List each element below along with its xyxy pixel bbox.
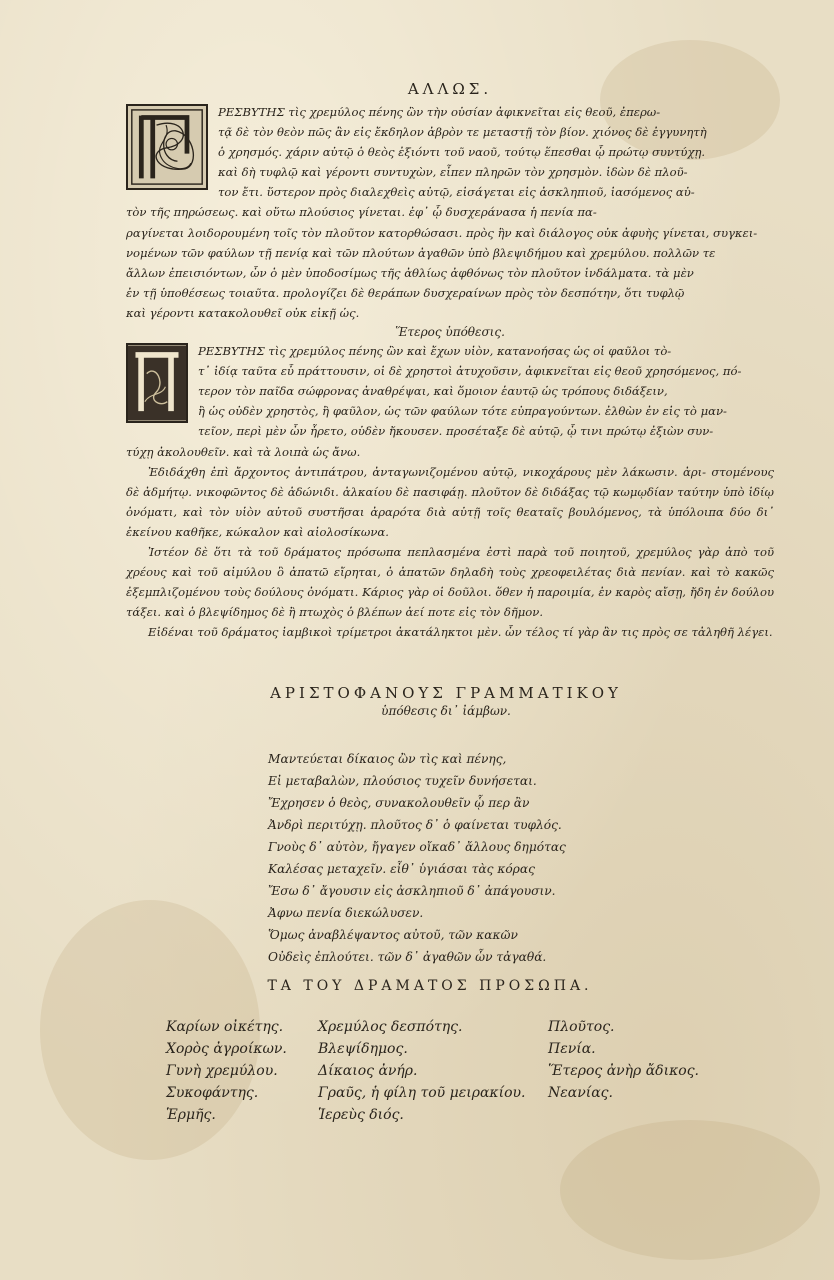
- knotwork-initial-icon: [128, 106, 206, 188]
- poem-line: Γνοὺς δ᾽ αὐτὸν, ἤγαγεν οἴκαδ᾽ ἄλλους δημότας: [268, 840, 566, 854]
- hypothesis-two: [126, 341, 774, 642]
- cast-item: Γυνὴ χρεμύλου.: [166, 1063, 278, 1079]
- cast-item: Καρίων οἰκέτης.: [166, 1019, 284, 1035]
- poem-line: Ἔσω δ᾽ ἄγουσιν εἰς ἀσκληπιοῦ δ᾽ ἀπάγουσιν.: [268, 884, 556, 898]
- paper-stain: [560, 1120, 820, 1260]
- cast-item: Πενία.: [548, 1041, 596, 1057]
- cast-item: Χρεμύλος δεσπότης.: [318, 1019, 463, 1035]
- cast-item: Συκοφάντης.: [166, 1085, 259, 1101]
- hyp1-line: τον ἔτι. ὕστερον πρὸς διαλεχθεὶς αὐτῷ, εἰσάγεται εἰς ἀσκληπιοῦ, ἰασόμενος αὐ-: [218, 185, 695, 200]
- meter-paragraph: Εἰδέναι τοῦ δράματος ἰαμβικοὶ τρίμετροι ἀκατάληκτοι μὲν. ὧν τέλος τί γὰρ ἂν τις πρὸς σε τἀληθῆ λέγει.: [148, 625, 773, 640]
- cast-item: Γραῦς, ἡ φίλη τοῦ μειρακίου.: [318, 1085, 526, 1101]
- cast-column-2: [318, 1016, 525, 1126]
- cast-item: Ἱερεὺς διός.: [318, 1107, 404, 1123]
- hyp1-line: ἄλλων ἐπεισιόντων, ὧν ὁ μὲν ὑποδοσίμως τῆς ἀθλίως ἀφθόνως τὸν πλοῦτον ἰνδάλματα. τὰ μὲν: [126, 265, 694, 280]
- cast-item: Χορὸς ἀγροίκων.: [166, 1041, 287, 1057]
- decorated-initial-pi: [126, 104, 208, 190]
- decorated-initial-pi-2: [126, 343, 188, 423]
- hyp1-line: ἐν τῇ ὑποθέσεως τοιαῦτα. προλογίζει δὲ θεράπων δυσχεραίνων πρὸς τὸν δεσπότην, ὅτι τυφλῷ: [126, 285, 685, 300]
- poem-line: Καλέσας μεταχεῖν. εἶθ᾽ ὑγιάσαι τὰς κόρας: [268, 862, 535, 876]
- iambic-hypothesis-poem: [268, 748, 628, 968]
- hyp2-line: τερον τὸν παῖδα σώφρονας ἀναθρέψαι, καὶ ὅμοιον ἑαυτῷ ὡς τρόπους διδάξειν,: [198, 384, 668, 399]
- grammarian-title: ΑΡΙΣΤΟΦΑΝΟΥΣ ΓΡΑΜΜΑΤΙΚΟΥ: [270, 684, 622, 702]
- hyp2-line: τεῖον, περὶ μὲν ὧν ἦρετο, οὐδὲν ἤκουσεν. προσέταξε δὲ αὐτῷ, ᾧ τινι πρώτῳ ἐξιὼν συν-: [198, 424, 714, 439]
- production-paragraph: Ἐδιδάχθη ἐπὶ ἄρχοντος ἀντιπάτρου, ἀνταγωνιζομένου αὐτῷ, νικοχάρους μὲν λάκωσιν. ἀρι- στομένους δὲ ἀδμήτῳ. νικοφῶντος δὲ ἀδώνιδι. ἀλκαίου δὲ πασιφάῃ. πλοῦτον δὲ διδάξας τῷ κωμῳδίαν ταύτην ὑπὸ ἰδίῳ ὀνόματι, καὶ τὸν υἱὸν αὐτοῦ συστῆσαι ἀραρότα διὰ αὐτῇ τοῖς θεαταῖς βουλόμενος, τὰ ὑπόλοιπα δύο δι᾽ ἐκείνου καθῆκε, κώκαλον καὶ αἰολοσίκωνα.: [126, 464, 774, 539]
- poem-line: Ἀνδρὶ περιτύχῃ. πλοῦτος δ᾽ ὁ φαίνεται τυφλός.: [268, 818, 562, 832]
- cast-item: Βλεψίδημος.: [318, 1041, 408, 1057]
- grammarian-subtitle: ὑπόθεσις δι᾽ ἰάμβων.: [381, 704, 511, 718]
- names-paragraph: Ἰστέον δὲ ὅτι τὰ τοῦ δράματος πρόσωπα πεπλασμένα ἐστὶ παρὰ τοῦ ποιητοῦ, χρεμύλος γὰρ ἀπὸ τοῦ χρέους καὶ τοῦ αἱμύλου ὃ ἀπατῶ εἴρηται, ὁ ἀπατῶν δηλαδὴ τοὺς χρεοφειλέτας διὰ πενίαν. καὶ τὸ κακῶς ἐξεμπλιζομένου τοὺς δούλους ὀνόματι. Κάριος γὰρ οἱ δοῦλοι. ὅθεν ἡ παροιμία, ἐν καρὸς αἴσῃ, ἤδη ἐν δούλου τάξει. καὶ ὁ βλεψίδημος δὲ ἢ πτωχὸς ὁ βλέπων ἀεί ποτε εἰς τὸν δῆμον.: [126, 544, 774, 620]
- hyp2-line: ΡΕΣΒΥΤΗΣ τὶς χρεμύλος πένης ὢν καὶ ἔχων υἱὸν, κατανοήσας ὡς οἱ φαῦλοι τὸ-: [198, 344, 672, 359]
- hyp1-line: καὶ γέροντι κατακολουθεῖ οὐκ εἰκῇ ὡς.: [126, 305, 360, 320]
- poem-line: Ὅμως ἀναβλέψαντος αὐτοῦ, τῶν κακῶν: [268, 928, 518, 942]
- hyp1-line: ΡΕΣΒΥΤΗΣ τὶς χρεμύλος πένης ὢν τὴν οὐσίαν ἀφικνεῖται εἰς θεοῦ, ἐπερω-: [218, 105, 661, 119]
- cast-column-1: [166, 1016, 287, 1126]
- cast-heading: ΤΑ ΤΟΥ ΔΡΑΜΑΤΟΣ ΠΡΟΣΩΠΑ.: [267, 978, 593, 994]
- hypothesis-one: [126, 102, 774, 323]
- poem-line: Οὐδεὶς ἐπλούτει. τῶν δ᾽ ἀγαθῶν ὧν τἀγαθά.: [268, 950, 547, 964]
- second-hypothesis-heading: Ἕτερος ὑπόθεσις.: [395, 325, 505, 340]
- main-text-block: [126, 80, 774, 642]
- poem-line: Ἔχρησεν ὁ θεὸς, συνακολουθεῖν ᾧ περ ἂν: [268, 796, 530, 810]
- hyp1-line: ραγίνεται λοιδορουμένη τοῖς τὸν πλοῦτον κατορθώσασι. πρὸς ἣν καὶ διάλογος οὐκ ἀφυὴς γίνεται, συγκει-: [126, 225, 758, 240]
- poem-line: Ἀφνω πενία διεκώλυσεν.: [268, 906, 424, 920]
- grammarian-heading-block: [256, 684, 636, 718]
- poem-line: Μαντεύεται δίκαιος ὢν τὶς καὶ πένης,: [268, 752, 507, 766]
- cast-item: Ἕτερος ἀνὴρ ἄδικος.: [548, 1063, 699, 1079]
- cast-item: Δίκαιος ἀνήρ.: [318, 1063, 418, 1079]
- hyp1-line: ὁ χρησμός. χάριν αὐτῷ ὁ θεὸς ἐξιόντι τοῦ ναοῦ, τούτῳ ἕπεσθαι ᾧ πρώτῳ συντύχῃ.: [218, 145, 706, 160]
- hyp1-line: νομένων τῶν φαύλων τῇ πενίᾳ καὶ τῶν πλούτων ἀγαθῶν ὑπὸ βλεψιδήμου καὶ χρεμύλου. πολλῶν τε: [126, 245, 716, 260]
- hyp2-line: ἢ ὡς οὐδὲν χρηστὸς, ἢ φαῦλον, ὡς τῶν φαύλων τότε εὐπραγούντων. ἐλθὼν ἐν εἰς τὸ μαν-: [198, 404, 727, 419]
- hyp1-line: καὶ δὴ τυφλῷ καὶ γέροντι συντυχὼν, εἶπεν πληρῶν τὸν χρησμὸν. ἰδὼν δὲ πλοῦ-: [218, 165, 688, 180]
- cast-item: Πλοῦτος.: [548, 1019, 615, 1035]
- hyp2-line: τύχῃ ἀκολουθεῖν. καὶ τὰ λοιπὰ ὡς ἄνω.: [126, 444, 361, 459]
- cast-item: Νεανίας.: [548, 1085, 613, 1101]
- page-heading: ΑΛΛΩΣ.: [407, 80, 493, 98]
- foliage-initial-icon: [128, 345, 186, 421]
- poem-line: Εἰ μεταβαλὼν, πλούσιος τυχεῖν δυνήσεται.: [268, 774, 537, 788]
- cast-item: Ἑρμῆς.: [166, 1107, 216, 1123]
- hyp2-line: τ᾽ ἰδίᾳ ταῦτα εὖ πράττουσιν, οἱ δὲ χρηστοὶ ἀτυχοῦσιν, ἀφικνεῖται εἰς θεοῦ χρησόμενος, πό-: [198, 364, 742, 379]
- hyp1-line: τὸν τῆς πηρώσεως. καὶ οὕτω πλούσιος γίνεται. ἐφ᾽ ᾧ δυσχεράνασα ἡ πενία πα-: [126, 205, 597, 220]
- hyp1-line: τᾷ δὲ τὸν θεὸν πῶς ἂν εἰς ἔκδηλον ἀβρὸν τε μεταστῇ τὸν βίον. χιόνος δὲ ἐγγυνητὴ: [218, 125, 707, 140]
- cast-column-3: [548, 1016, 699, 1104]
